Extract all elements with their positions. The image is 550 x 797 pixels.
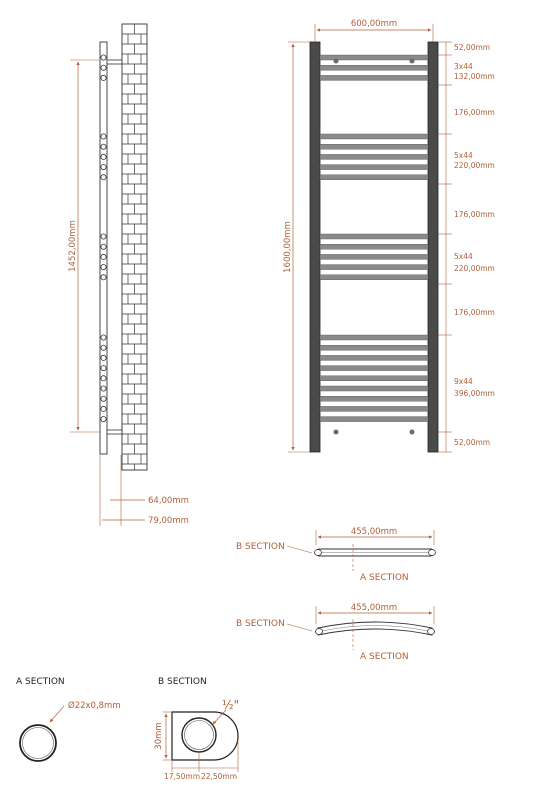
right-dimension-label: 176,00mm — [454, 108, 495, 117]
straight-bar-width-label: 455,00mm — [350, 527, 398, 537]
bar-end-circle — [101, 275, 106, 280]
horizontal-bars — [320, 55, 428, 422]
horizontal-bar — [320, 366, 428, 371]
curved-bar-title: B SECTION — [236, 619, 285, 629]
b-section-title: B SECTION — [158, 677, 207, 687]
side-height-label: 1452,00mm — [68, 220, 78, 272]
bar-end-circle — [101, 254, 106, 259]
horizontal-bar — [320, 386, 428, 391]
bar-end-circle — [101, 386, 106, 391]
horizontal-bar — [320, 355, 428, 360]
right-dimension-label: 5x44 — [454, 252, 473, 261]
bar-end-circle — [101, 175, 106, 180]
horizontal-bar — [320, 134, 428, 139]
curved-bar-leader — [287, 624, 312, 631]
a-section-diameter-label: Ø22x0,8mm — [68, 701, 121, 711]
bar-end-circle — [101, 406, 106, 411]
bar-end-circle — [101, 244, 106, 249]
horizontal-bar — [320, 65, 428, 70]
curved-bar-section-label: A SECTION — [360, 652, 409, 662]
straight-bar-section-label: A SECTION — [360, 573, 409, 583]
a-section-view — [16, 677, 121, 761]
b-section-thread-label: ½" — [222, 698, 240, 712]
bar-end-circle — [101, 396, 106, 401]
right-dimension-label: 52,00mm — [454, 438, 491, 447]
curved-bar-end-right — [428, 629, 435, 635]
bottom-wall-bracket — [107, 430, 122, 434]
horizontal-bar — [320, 254, 428, 259]
depth-79-label: 79,00mm — [148, 516, 189, 526]
bar-end-circle — [101, 65, 106, 70]
top-wall-bracket — [107, 60, 122, 64]
horizontal-bar — [320, 406, 428, 411]
b-section-height-label: 30mm — [154, 722, 164, 750]
front-view — [283, 19, 495, 452]
bar-end-circle — [101, 165, 106, 170]
clip-top-right — [410, 59, 415, 64]
bar-end-circle — [101, 265, 106, 270]
horizontal-bar — [320, 175, 428, 180]
straight-bar-end-left — [315, 550, 322, 556]
b-section-tube — [182, 718, 216, 752]
bar-end-circle — [101, 355, 106, 360]
curved-bar-view — [236, 603, 435, 662]
bar-end-circle — [101, 75, 106, 80]
horizontal-bar — [320, 345, 428, 350]
bar-end-circle — [101, 376, 106, 381]
horizontal-bar — [320, 75, 428, 80]
curved-bar-end-left — [316, 629, 323, 635]
bar-end-circle — [101, 335, 106, 340]
horizontal-bar — [320, 396, 428, 401]
clip-bottom-right — [410, 430, 415, 435]
horizontal-bar — [320, 417, 428, 422]
right-dimension-label: 3x44 — [454, 62, 473, 71]
right-dimension-label: 220,00mm — [454, 161, 495, 170]
horizontal-bar — [320, 154, 428, 159]
right-dimension-label: 52,00mm — [454, 43, 491, 52]
horizontal-bar — [320, 275, 428, 280]
horizontal-bar — [320, 335, 428, 340]
horizontal-bar — [320, 234, 428, 239]
bar-end-circle — [101, 366, 106, 371]
right-dimension-chain — [438, 42, 495, 452]
b-section-left-width: 17,50mm — [163, 772, 201, 781]
bar-end-circle — [101, 345, 106, 350]
straight-bar-title: B SECTION — [236, 542, 285, 552]
b-section-view — [154, 677, 239, 781]
straight-bar-leader — [287, 546, 312, 553]
right-dimension-label: 9x44 — [454, 377, 473, 386]
horizontal-bar — [320, 265, 428, 270]
right-dimension-label: 5x44 — [454, 151, 473, 160]
side-view — [68, 24, 189, 526]
horizontal-bar — [320, 165, 428, 170]
bar-end-circle — [101, 134, 106, 139]
horizontal-bar — [320, 244, 428, 249]
right-rail — [428, 42, 438, 452]
bar-end-circle — [101, 154, 106, 159]
bar-end-circle — [101, 417, 106, 422]
bar-end-circle — [101, 55, 106, 60]
a-section-tube-outer — [20, 725, 56, 761]
right-dimension-label: 396,00mm — [454, 389, 495, 398]
a-section-title: A SECTION — [16, 677, 65, 687]
horizontal-bar — [320, 376, 428, 381]
front-width-label: 600,00mm — [350, 19, 398, 29]
front-height-label: 1600,00mm — [283, 221, 293, 273]
a-section-leader — [50, 706, 64, 722]
right-dimension-label: 132,00mm — [454, 72, 495, 81]
straight-bar-view — [236, 527, 436, 583]
curved-bar-width-label: 455,00mm — [350, 603, 398, 613]
bar-end-circle — [101, 234, 106, 239]
horizontal-bar — [320, 144, 428, 149]
bar-end-circle — [101, 144, 106, 149]
right-dimension-label: 176,00mm — [454, 308, 495, 317]
left-rail — [310, 42, 320, 452]
clip-top-left — [334, 59, 339, 64]
right-dimension-label: 220,00mm — [454, 264, 495, 273]
clip-bottom-left — [334, 430, 339, 435]
b-section-right-width: 22,50mm — [200, 772, 238, 781]
right-dimension-label: 176,00mm — [454, 210, 495, 219]
depth-64-label: 64,00mm — [148, 496, 189, 506]
straight-bar-end-right — [429, 550, 436, 556]
